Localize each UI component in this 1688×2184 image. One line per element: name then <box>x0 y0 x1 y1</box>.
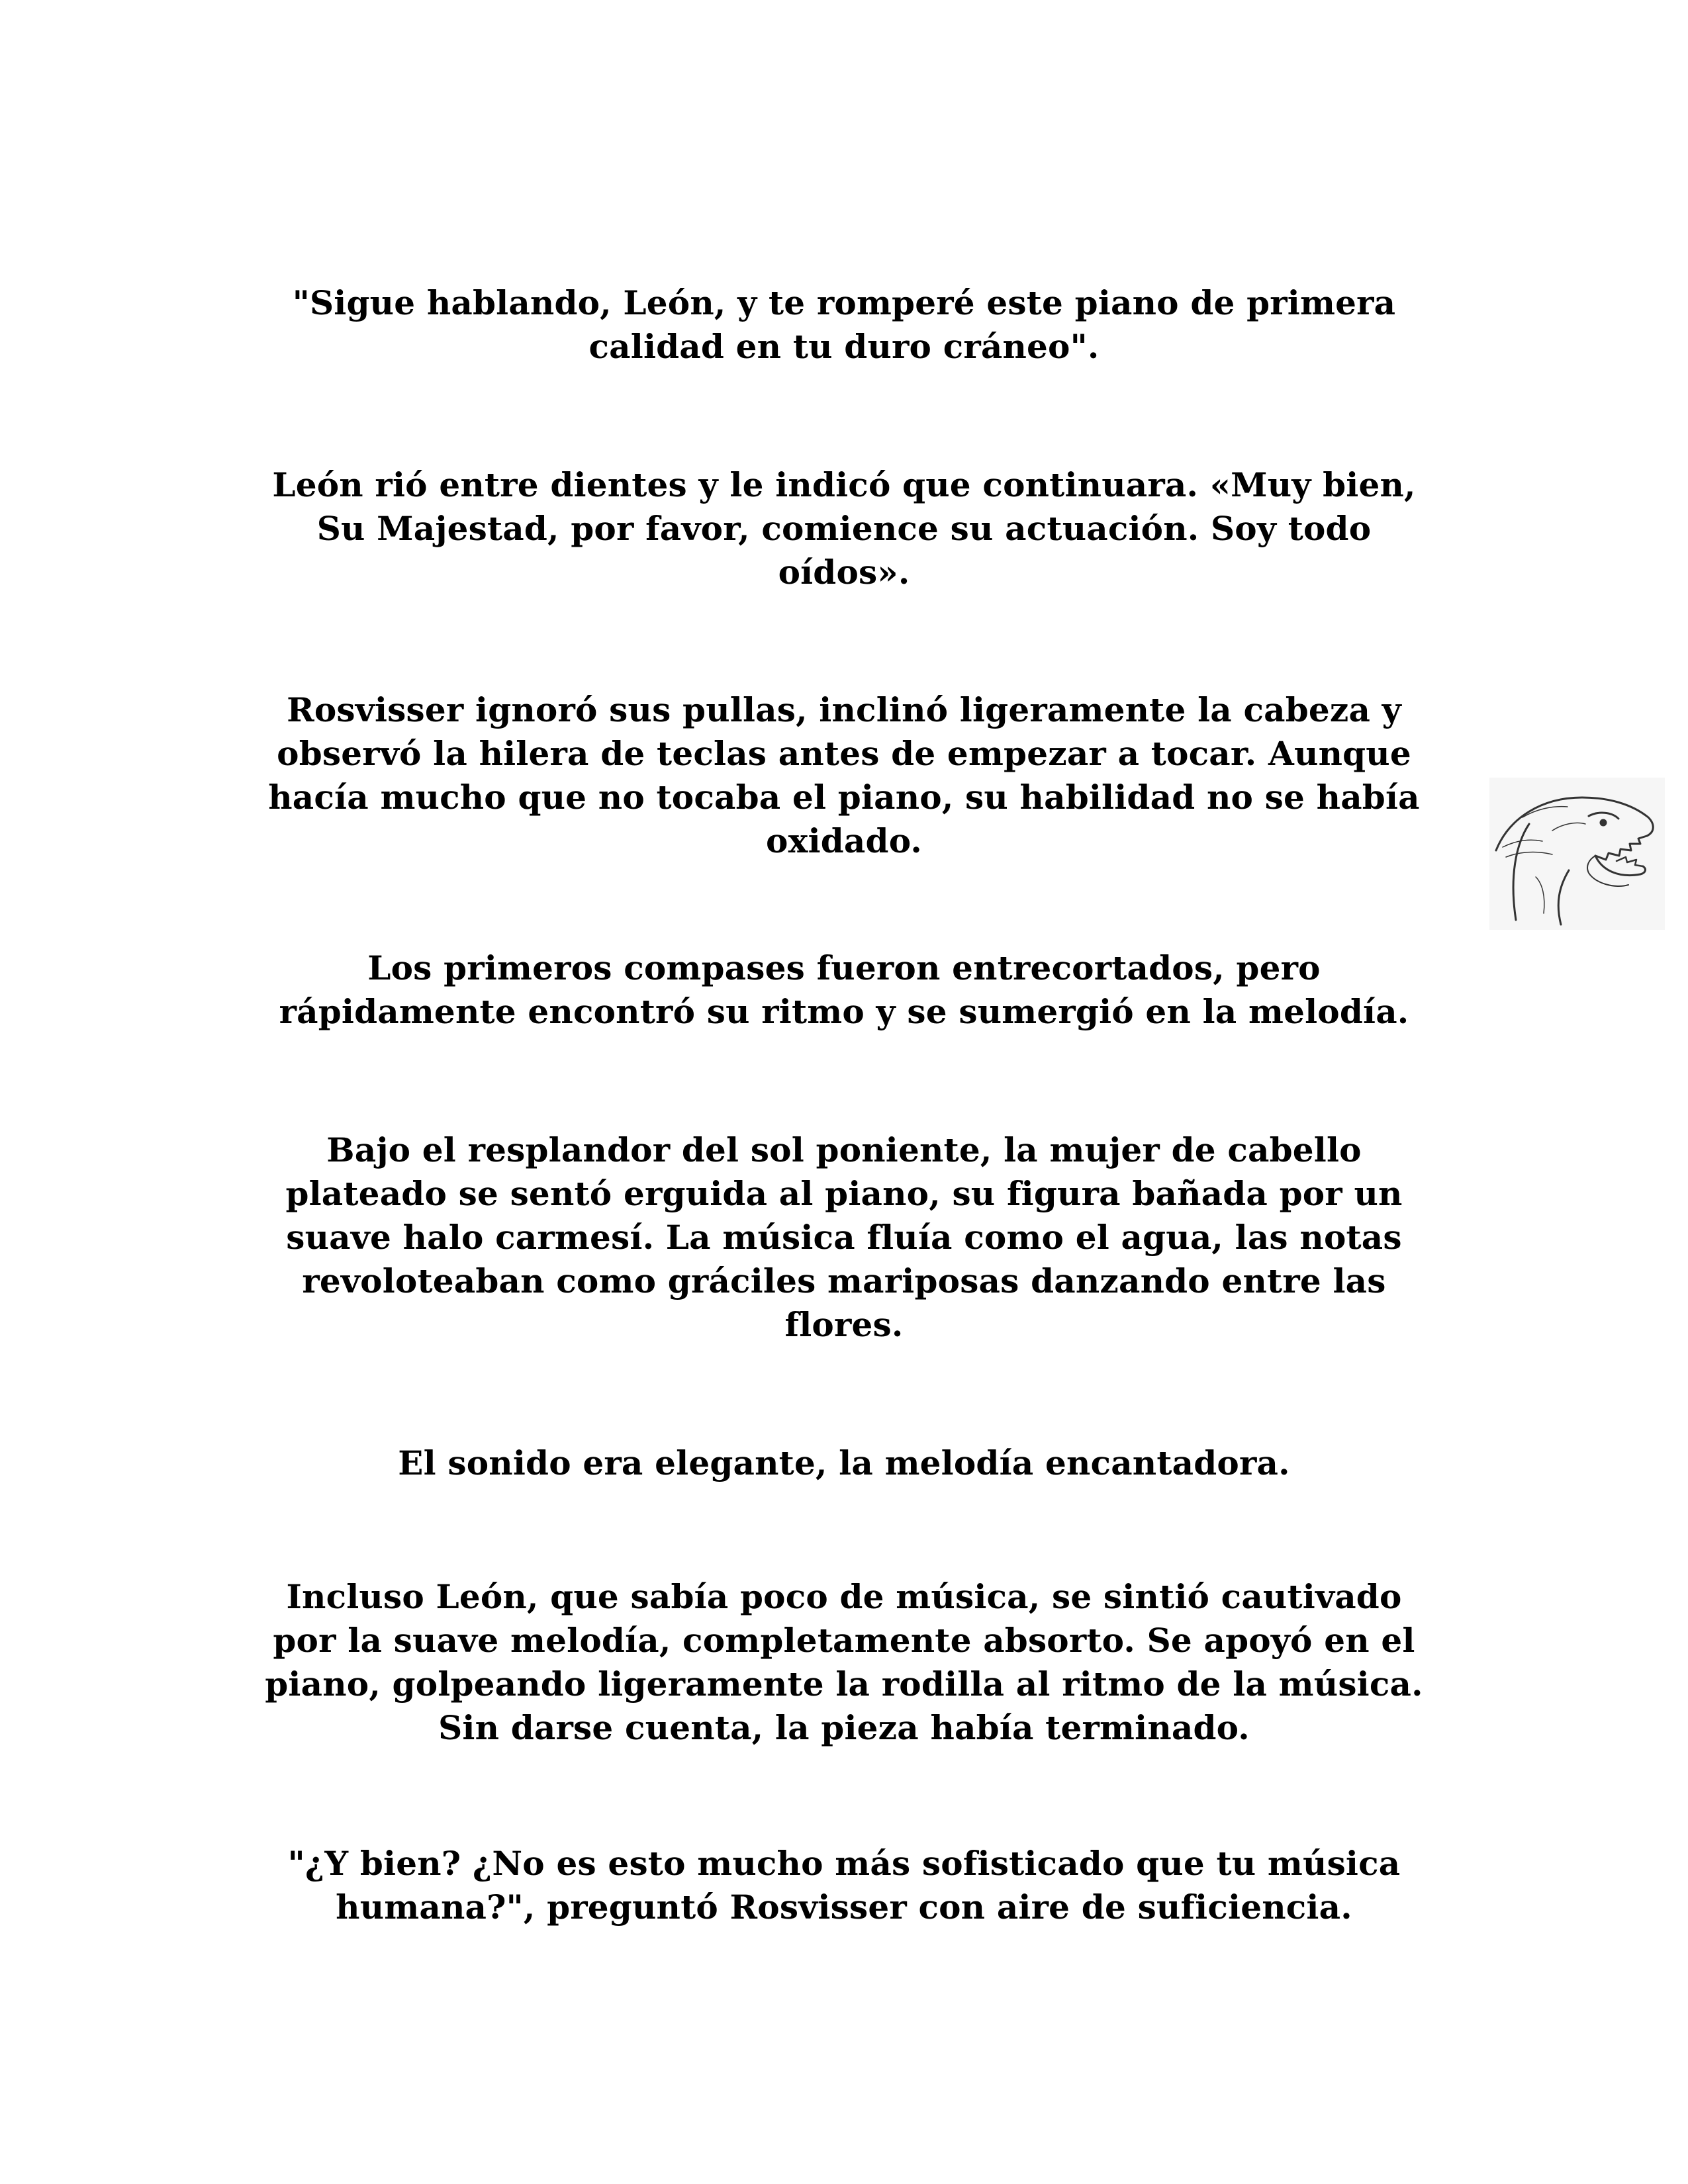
text-line: oídos». <box>778 553 910 592</box>
text-line: calidad en tu duro cráneo". <box>588 327 1100 366</box>
text-line: Incluso León, que sabía poco de música, se sintió cautivado <box>286 1577 1402 1616</box>
text-line: "¿Y bien? ¿No es esto mucho más sofisticado que tu música <box>287 1844 1401 1883</box>
text-line: revoloteaban como gráciles mariposas danzando entre las <box>302 1261 1386 1300</box>
text-line: Sin darse cuenta, la pieza había terminado. <box>438 1708 1250 1747</box>
text-line: humana?", preguntó Rosvisser con aire de suficiencia. <box>336 1888 1352 1927</box>
dinosaur-sketch-icon <box>1489 778 1665 930</box>
text-line: flores. <box>784 1305 904 1344</box>
text-line: Su Majestad, por favor, comience su actuación. Soy todo <box>316 509 1372 548</box>
text-line: oxidado. <box>766 821 922 860</box>
text-line: suave halo carmesí. La música fluía como el agua, las notas <box>286 1218 1402 1257</box>
paragraph-2 <box>225 463 1463 594</box>
paragraph-6 <box>225 1441 1463 1485</box>
text-line: hacía mucho que no tocaba el piano, su habilidad no se había <box>268 778 1420 817</box>
text-line: Los primeros compases fueron entrecortados, pero <box>367 948 1321 987</box>
text-line: piano, golpeando ligeramente la rodilla al ritmo de la música. <box>265 1664 1423 1704</box>
paragraph-5 <box>225 1128 1463 1347</box>
text-line: "Sigue hablando, León, y te romperé este piano de primera <box>292 283 1396 322</box>
text-line: observó la hilera de teclas antes de empezar a tocar. Aunque <box>277 734 1411 773</box>
text-line: León rió entre dientes y le indicó que continuara. «Muy bien, <box>272 465 1416 504</box>
paragraph-3 <box>225 688 1463 863</box>
text-line: por la suave melodía, completamente absorto. Se apoyó en el <box>273 1621 1415 1660</box>
paragraph-1 <box>225 281 1463 369</box>
text-line: Rosvisser ignoró sus pullas, inclinó ligeramente la cabeza y <box>287 690 1401 729</box>
text-line: Bajo el resplandor del sol poniente, la mujer de cabello <box>326 1130 1362 1169</box>
text-line: El sonido era elegante, la melodía encantadora. <box>398 1443 1290 1482</box>
text-line: rápidamente encontró su ritmo y se sumergió en la melodía. <box>279 992 1409 1031</box>
paragraph-4 <box>225 946 1463 1034</box>
text-line: plateado se sentó erguida al piano, su figura bañada por un <box>285 1174 1403 1213</box>
paragraph-8 <box>225 1842 1463 1929</box>
paragraph-7 <box>225 1575 1463 1750</box>
